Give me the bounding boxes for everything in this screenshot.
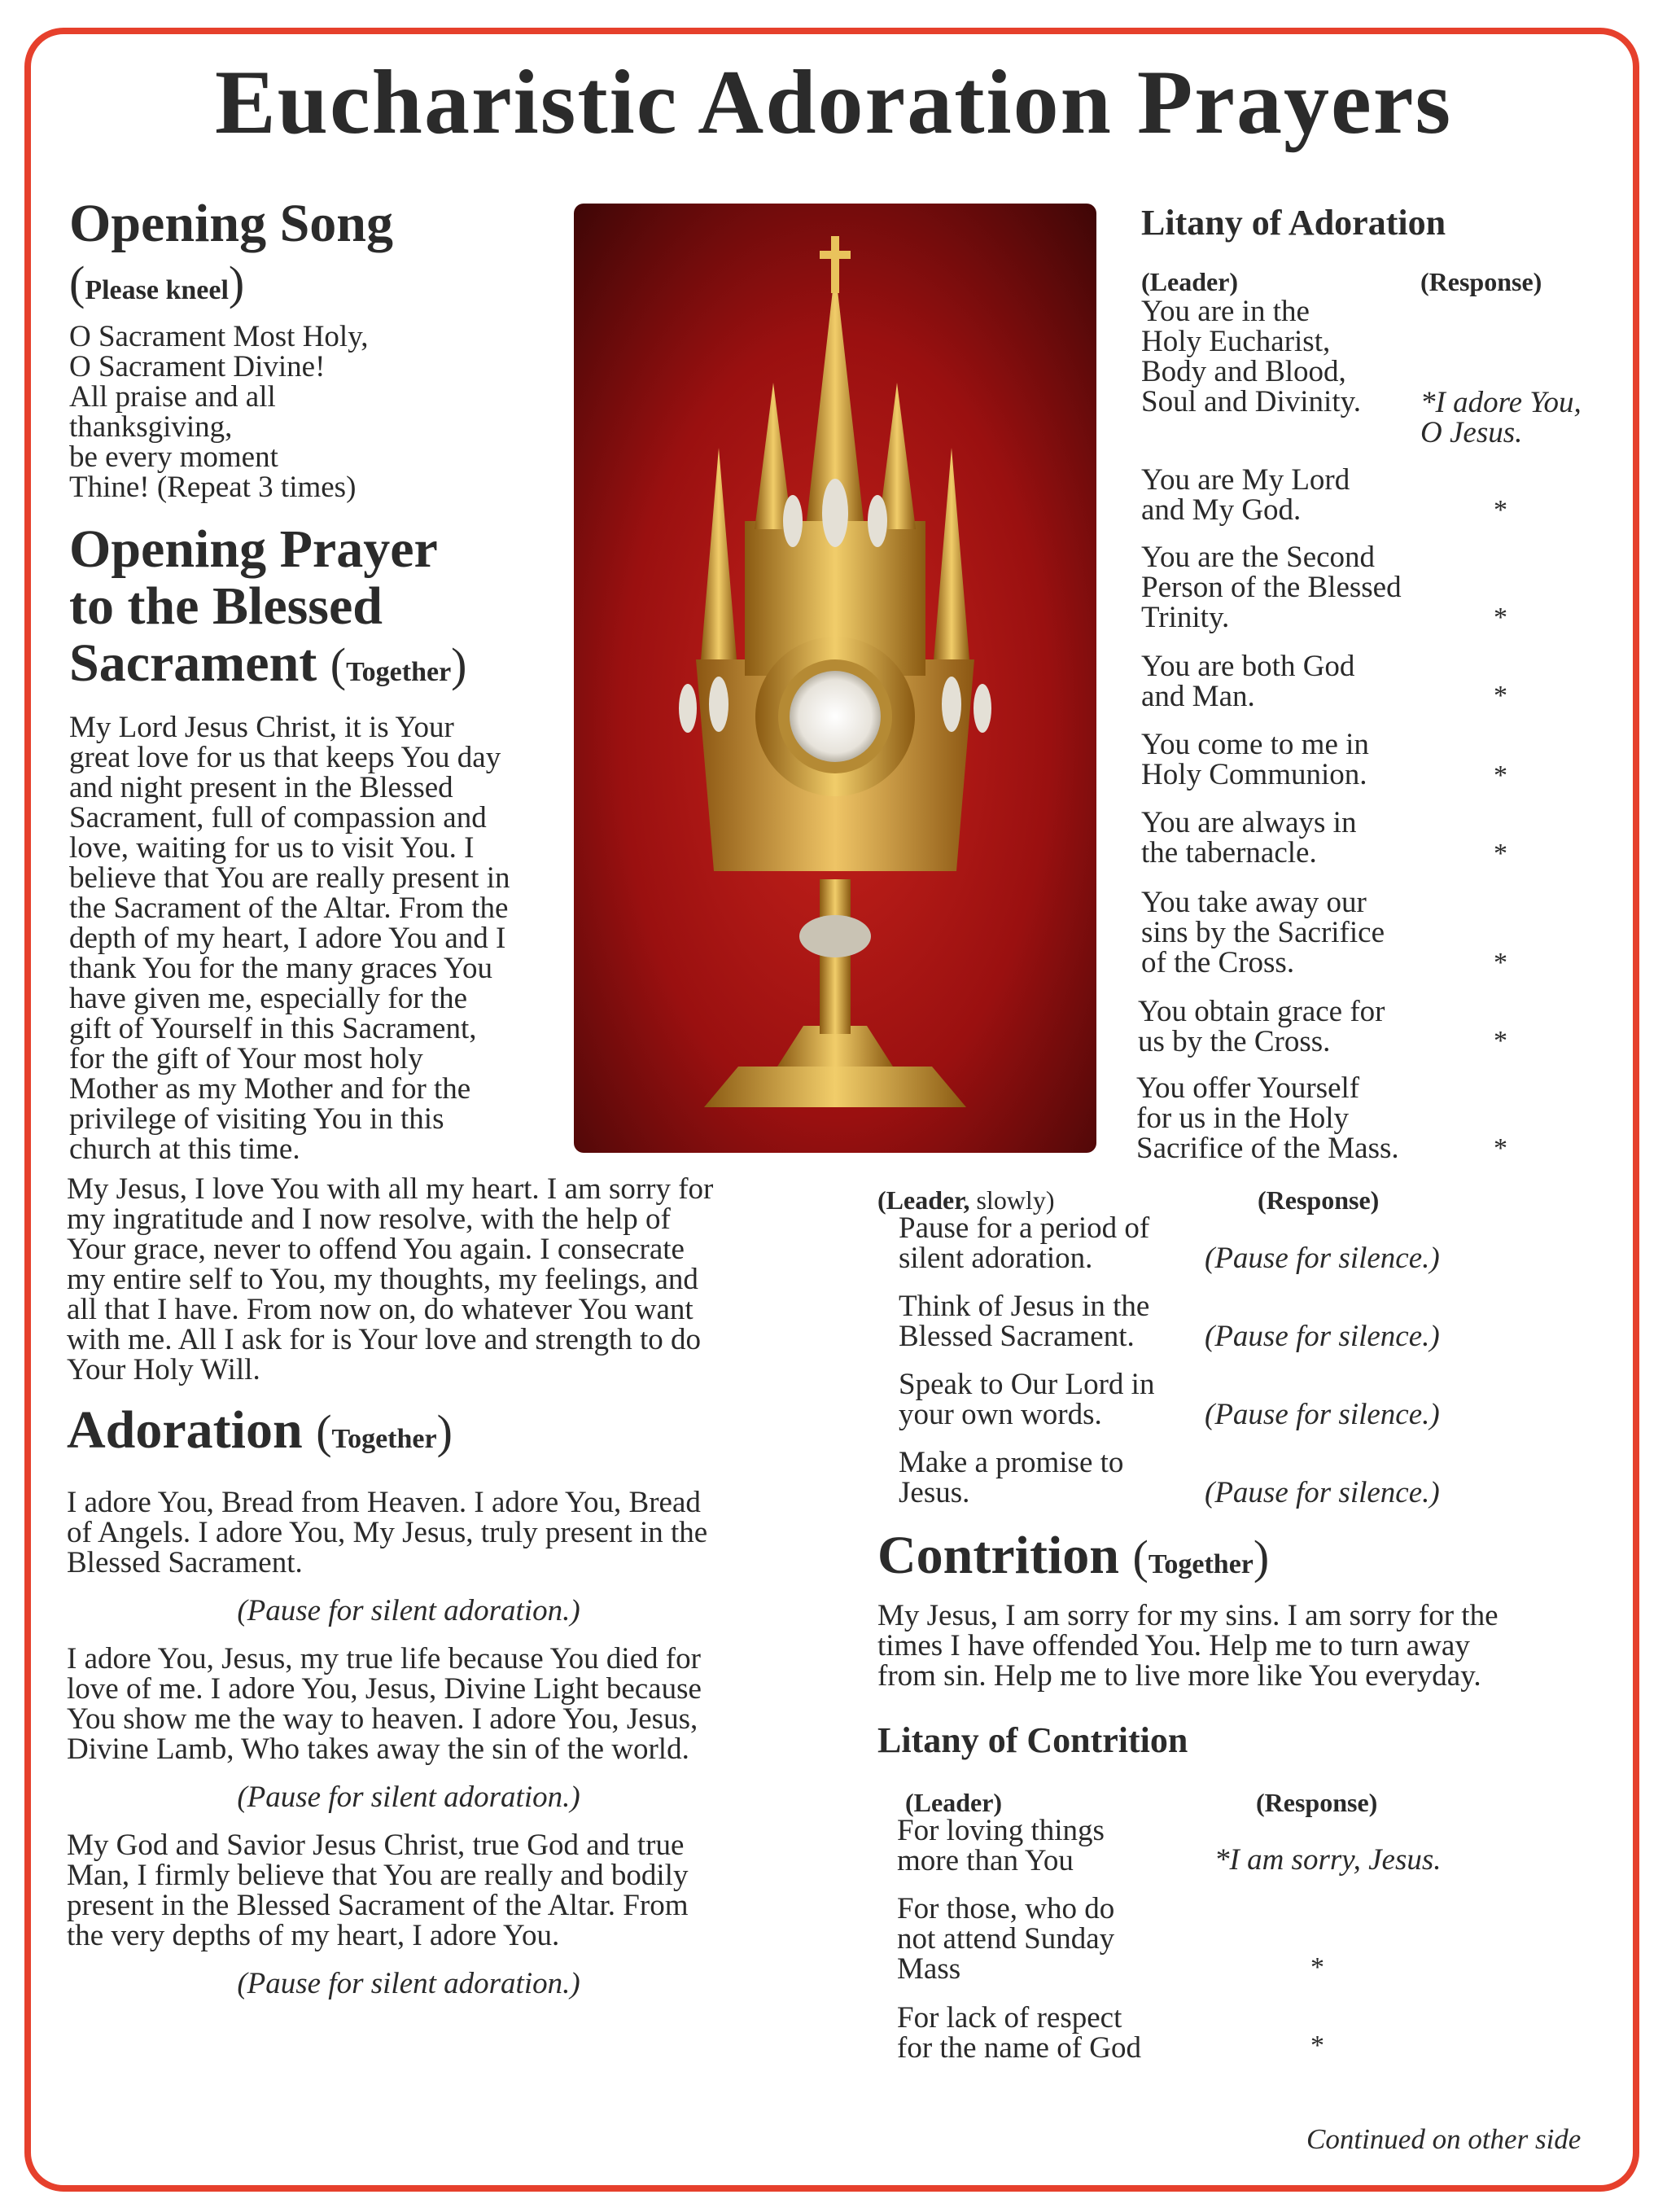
adoration-heading: Adoration (Together) <box>67 1400 453 1460</box>
adoration-paragraph-3: My God and Savior Jesus Christ, true God and true Man, I firmly believe that You are really and bodily present in the Blessed Sacrament of the Altar. From the very depths of my heart, I adore You. <box>67 1829 689 1952</box>
adoration-pause-1: (Pause for silent adoration.) <box>237 1594 580 1627</box>
opening-prayer-heading: Opening Prayer to the Blessed Sacrament (Together) <box>69 519 467 693</box>
litany-adoration-leader-label: (Leader) <box>1141 267 1239 296</box>
litany-contrition-first-response: *I am sorry, Jesus. <box>1214 1843 1442 1877</box>
litany-contrition-leader-label: (Leader) <box>905 1788 1003 1817</box>
opening-song-section <box>69 195 558 502</box>
adoration-paragraph-1: I adore You, Bread from Heaven. I adore You, Bread of Angels. I adore You, My Jesus, truly present in the Blessed Sacrament. <box>67 1486 708 1579</box>
contrition-note: Together <box>1148 1549 1254 1579</box>
response-star: * <box>1494 948 1507 978</box>
litany-contrition-response-label: (Response) <box>1256 1788 1378 1817</box>
litany-contrition-item: For those, who do not attend Sunday Mass <box>897 1892 1115 1986</box>
silent-leader-label: (Leader, slowly) <box>877 1185 1055 1215</box>
silent-response-label: (Response) <box>1258 1185 1380 1215</box>
response-star: * <box>1310 2030 1324 2061</box>
response-star: * <box>1494 760 1507 791</box>
litany-adoration-item: You are the Second Person of the Blessed Trinity. <box>1141 541 1402 634</box>
silent-item: Pause for a period of silent adoration. <box>899 1211 1150 1275</box>
opening-song-note: (Please kneel) <box>69 256 245 309</box>
litany-adoration-item: You obtain grace for us by the Cross. <box>1138 995 1385 1058</box>
silent-item: Speak to Our Lord in your own words. <box>899 1368 1155 1431</box>
opening-prayer-paragraph-1: My Lord Jesus Christ, it is Your great love for us that keeps You day and night present in the Blessed Sacrament, full of compassion and love, waiting for us to visit You. I believe that You are really present in the Sacrament of the Altar. From the depth of my heart, I adore You and I thank You for the many graces You have given me, especially for the gift of Yourself in this Sacrament, for the gift of Your most holy Mother as my Mother and for the privilege of visiting You in this church at this time. <box>69 711 510 1166</box>
response-star: * <box>1494 602 1507 633</box>
silent-response: (Pause for silence.) <box>1205 1476 1440 1509</box>
contrition-heading: Contrition (Together) <box>877 1526 1270 1585</box>
continued-note: Continued on other side <box>1306 2123 1582 2155</box>
response-star: * <box>1494 839 1507 869</box>
litany-adoration-response-label: (Response) <box>1420 267 1542 296</box>
opening-prayer-paragraph-2: My Jesus, I love You with all my heart. I am sorry for my ingratitude and I now resolve, with the help of Your grace, never to offend You again. I consecrate my entire self to You, my thoughts, my feelings, and all that I have. From now on, do whatever You want with me. All I ask for is Your love and strength to do Your Holy Will. <box>67 1172 714 1386</box>
opening-song-heading: Opening Song <box>69 194 393 253</box>
response-star: * <box>1494 1133 1507 1163</box>
litany-adoration-item: You are both God and Man. <box>1141 650 1355 713</box>
adoration-note: Together <box>331 1424 437 1454</box>
litany-contrition-heading: Litany of Contrition <box>877 1720 1188 1760</box>
adoration-section <box>67 1402 848 1999</box>
opening-prayer-section <box>69 521 574 1164</box>
response-star: * <box>1494 1026 1507 1056</box>
opening-song-lyrics: O Sacrament Most Holy, O Sacrament Divine! All praise and all thanksgiving, be every moment Thine! (Repeat 3 times) <box>69 320 369 504</box>
silent-item: Think of Jesus in the Blessed Sacrament. <box>899 1290 1150 1353</box>
response-star: * <box>1310 1952 1324 1982</box>
litany-adoration-first-response: *I adore You, O Jesus. <box>1420 386 1582 449</box>
litany-adoration-item: You offer Yourself for us in the Holy Sacrifice of the Mass. <box>1136 1071 1399 1165</box>
silent-response: (Pause for silence.) <box>1205 1320 1440 1353</box>
adoration-pause-3: (Pause for silent adoration.) <box>237 1967 580 2000</box>
silent-response: (Pause for silence.) <box>1205 1242 1440 1275</box>
litany-contrition-item: For loving things more than You <box>897 1814 1105 1877</box>
litany-adoration-item: You are always in the tabernacle. <box>1141 806 1357 869</box>
litany-adoration-item: You are My Lord and My God. <box>1141 463 1350 527</box>
litany-adoration-item: You take away our sins by the Sacrifice of the Cross. <box>1141 886 1385 979</box>
monstrance-image <box>574 204 1096 1153</box>
silent-item: Make a promise to Jesus. <box>899 1446 1124 1509</box>
opening-prayer-note: Together <box>346 657 452 687</box>
silent-response: (Pause for silence.) <box>1205 1398 1440 1431</box>
adoration-paragraph-2: I adore You, Jesus, my true life because You died for love of me. I adore You, Jesus, Divine Light because You show me the way to heaven. I adore You, Jesus, Divine Lamb, Who takes away the sin of the world. <box>67 1642 702 1766</box>
adoration-pause-2: (Pause for silent adoration.) <box>237 1781 580 1814</box>
response-star: * <box>1494 681 1507 711</box>
response-star: * <box>1494 495 1507 525</box>
litany-contrition-item: For lack of respect for the name of God <box>897 2001 1142 2065</box>
litany-adoration-heading: Litany of Adoration <box>1141 203 1446 243</box>
litany-adoration-item: You come to me in Holy Communion. <box>1141 728 1369 791</box>
contrition-text: My Jesus, I am sorry for my sins. I am sorry for the times I have offended You. Help me to turn away from sin. Help me to live more like You everyday. <box>877 1599 1499 1693</box>
page-title: Eucharistic Adoration Prayers <box>214 52 1453 153</box>
litany-adoration-first-invocation: You are in the Holy Eucharist, Body and Blood, Soul and Divinity. <box>1141 295 1361 418</box>
